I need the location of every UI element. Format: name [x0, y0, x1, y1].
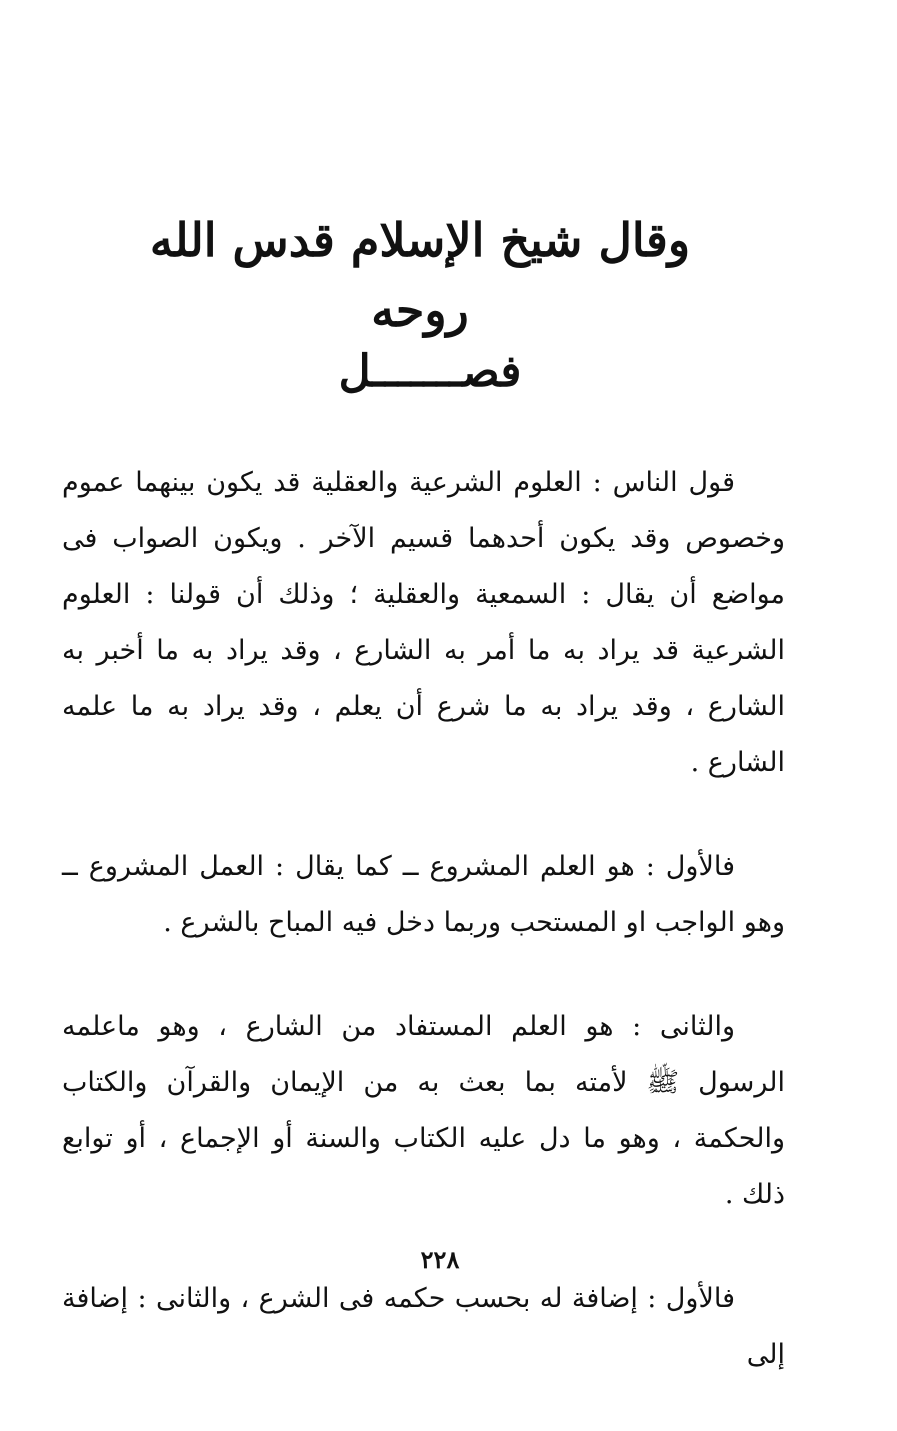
section-title: فصـــــــل — [338, 346, 522, 397]
paragraph-3: والثانى : هو العلم المستفاد من الشارع ، وهو ماعلمه الرسول ﷺ لأمته بما بعث به من الإيمان والقرآن والكتاب والحكمة ، وهو ما دل عليه الكتاب والسنة أو الإجماع ، أو توابع ذلك . — [62, 1011, 785, 1210]
paragraph-2: فالأول : هو العلم المشروع ــ كما يقال : العمل المشروع ــ وهو الواجب او المستحب وربما دخل فيه المباح بالشرع . — [62, 851, 785, 938]
page-number: ٢٢٨ — [420, 1245, 460, 1274]
chapter-heading: وقال شيخ الإسلام قدس الله روحه — [149, 213, 691, 337]
paragraph-4: فالأول : إضافة له بحسب حكمه فى الشرع ، والثانى : إضافة إلى — [62, 1283, 785, 1370]
paragraph-1: قول الناس : العلوم الشرعية والعقلية قد يكون بينهما عموم وخصوص وقد يكون أحدهما قسيم الآخر . ويكون الصواب فى مواضع أن يقال : السمعية والعقلية ؛ وذلك أن قولنا : العلوم الشرعية قد يراد به ما أمر به الشارع ، وقد يراد به ما أخبر به الشارع ، وقد يراد به ما شرع أن يعلم ، وقد يراد به ما علمه الشارع . — [62, 467, 785, 778]
body-text — [62, 455, 785, 1431]
